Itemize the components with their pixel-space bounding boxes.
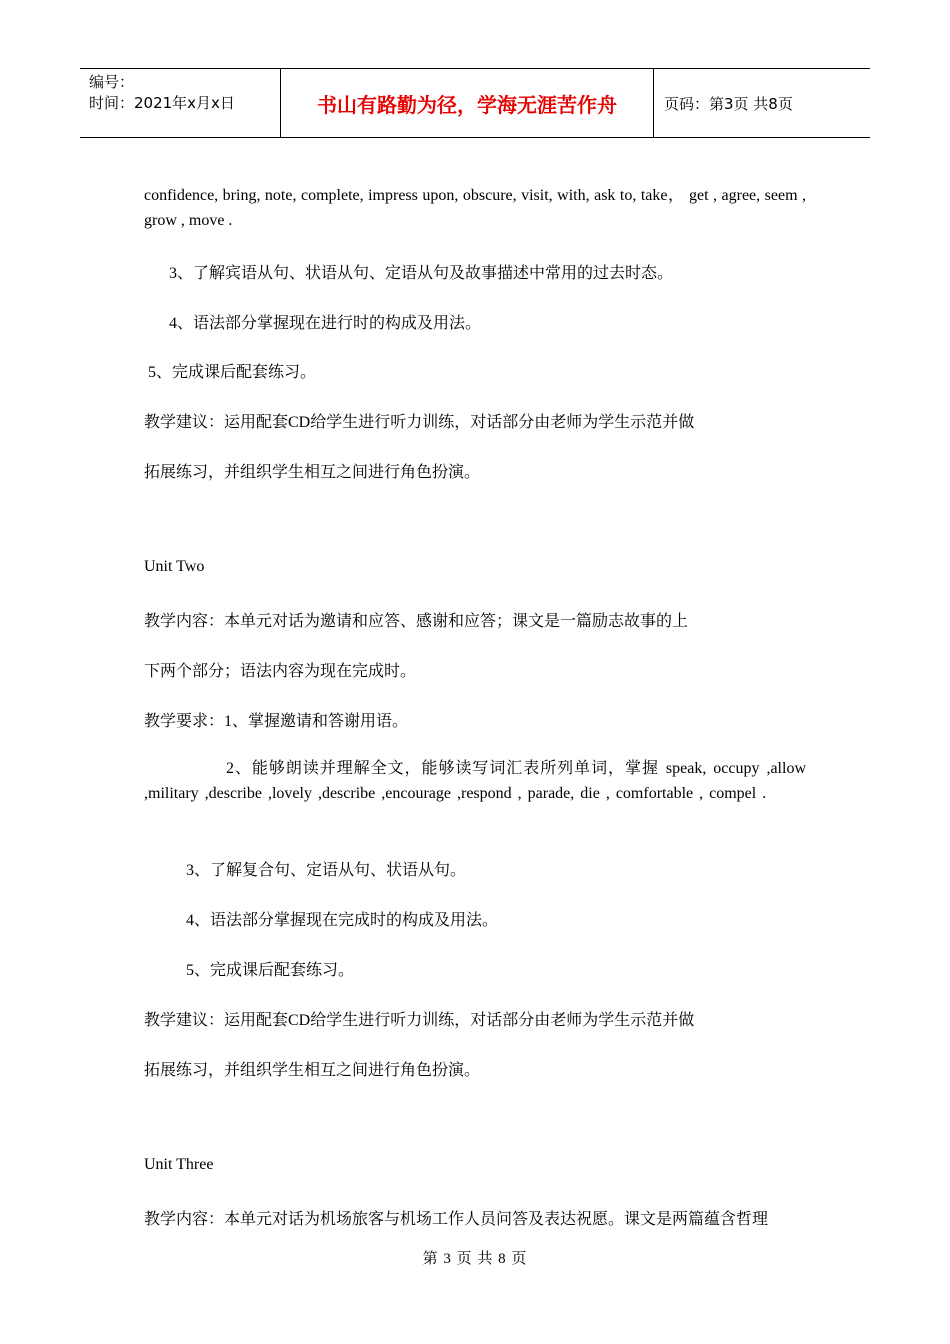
u2-requirement-3: 3、了解复合句、定语从句、状语从句。 [186, 862, 467, 879]
u2-suggestion-1: 教学建议：运用配套CD给学生进行听力训练，对话部分由老师为学生示范并做 [144, 1012, 695, 1029]
unit-three-title: Unit Three [144, 1156, 214, 1173]
u1-item-3: 3、了解宾语从句、状语从句、定语从句及故事描述中常用的过去时态。 [169, 265, 674, 282]
page-footer: 第 3 页 共 8 页 [422, 1251, 528, 1267]
vocab-list-continued: confidence, bring, note, complete, impress upon, obscure, visit, with, ask to, take， get , agree, seem , grow , move . [144, 187, 806, 229]
unit-two-title: Unit Two [144, 558, 205, 575]
u2-requirement-2: 2、能够朗读并理解全文，能够读写词汇表所列单词，掌握 speak, occupy ,allow ,military ,describe ,lovely ,describe ,encourage ,respond , parade, die , comfortable , compel . [144, 760, 806, 802]
u2-requirement-5: 5、完成课后配套练习。 [186, 962, 355, 979]
header-meta [80, 69, 281, 137]
u1-suggestion-1: 教学建议：运用配套CD给学生进行听力训练，对话部分由老师为学生示范并做 [144, 414, 695, 431]
header-page-code: 页码：第3页 共8页 [664, 94, 793, 113]
u1-item-4: 4、语法部分掌握现在进行时的构成及用法。 [169, 315, 482, 332]
page-header [80, 68, 870, 138]
u1-suggestion-2: 拓展练习，并组织学生相互之间进行角色扮演。 [144, 464, 481, 481]
header-motto: 书山有路勤为径，学海无涯苦作舟 [281, 69, 654, 137]
u2-content-2: 下两个部分；语法内容为现在完成时。 [144, 663, 417, 680]
time-label: 时间：2021年x月x日 [89, 94, 235, 112]
u2-requirement-1: 教学要求：1、掌握邀请和答谢用语。 [144, 713, 409, 730]
u2-suggestion-2: 拓展练习，并组织学生相互之间进行角色扮演。 [144, 1062, 481, 1079]
u3-content-1: 教学内容：本单元对话为机场旅客与机场工作人员问答及表达祝愿。课文是两篇蕴含哲理 [144, 1211, 769, 1228]
number-label: 编号： [89, 73, 135, 91]
u2-requirement-4: 4、语法部分掌握现在完成时的构成及用法。 [186, 912, 499, 929]
u2-content-1: 教学内容：本单元对话为邀请和应答、感谢和应答；课文是一篇励志故事的上 [144, 613, 689, 630]
u1-item-5: 5、完成课后配套练习。 [148, 364, 317, 381]
